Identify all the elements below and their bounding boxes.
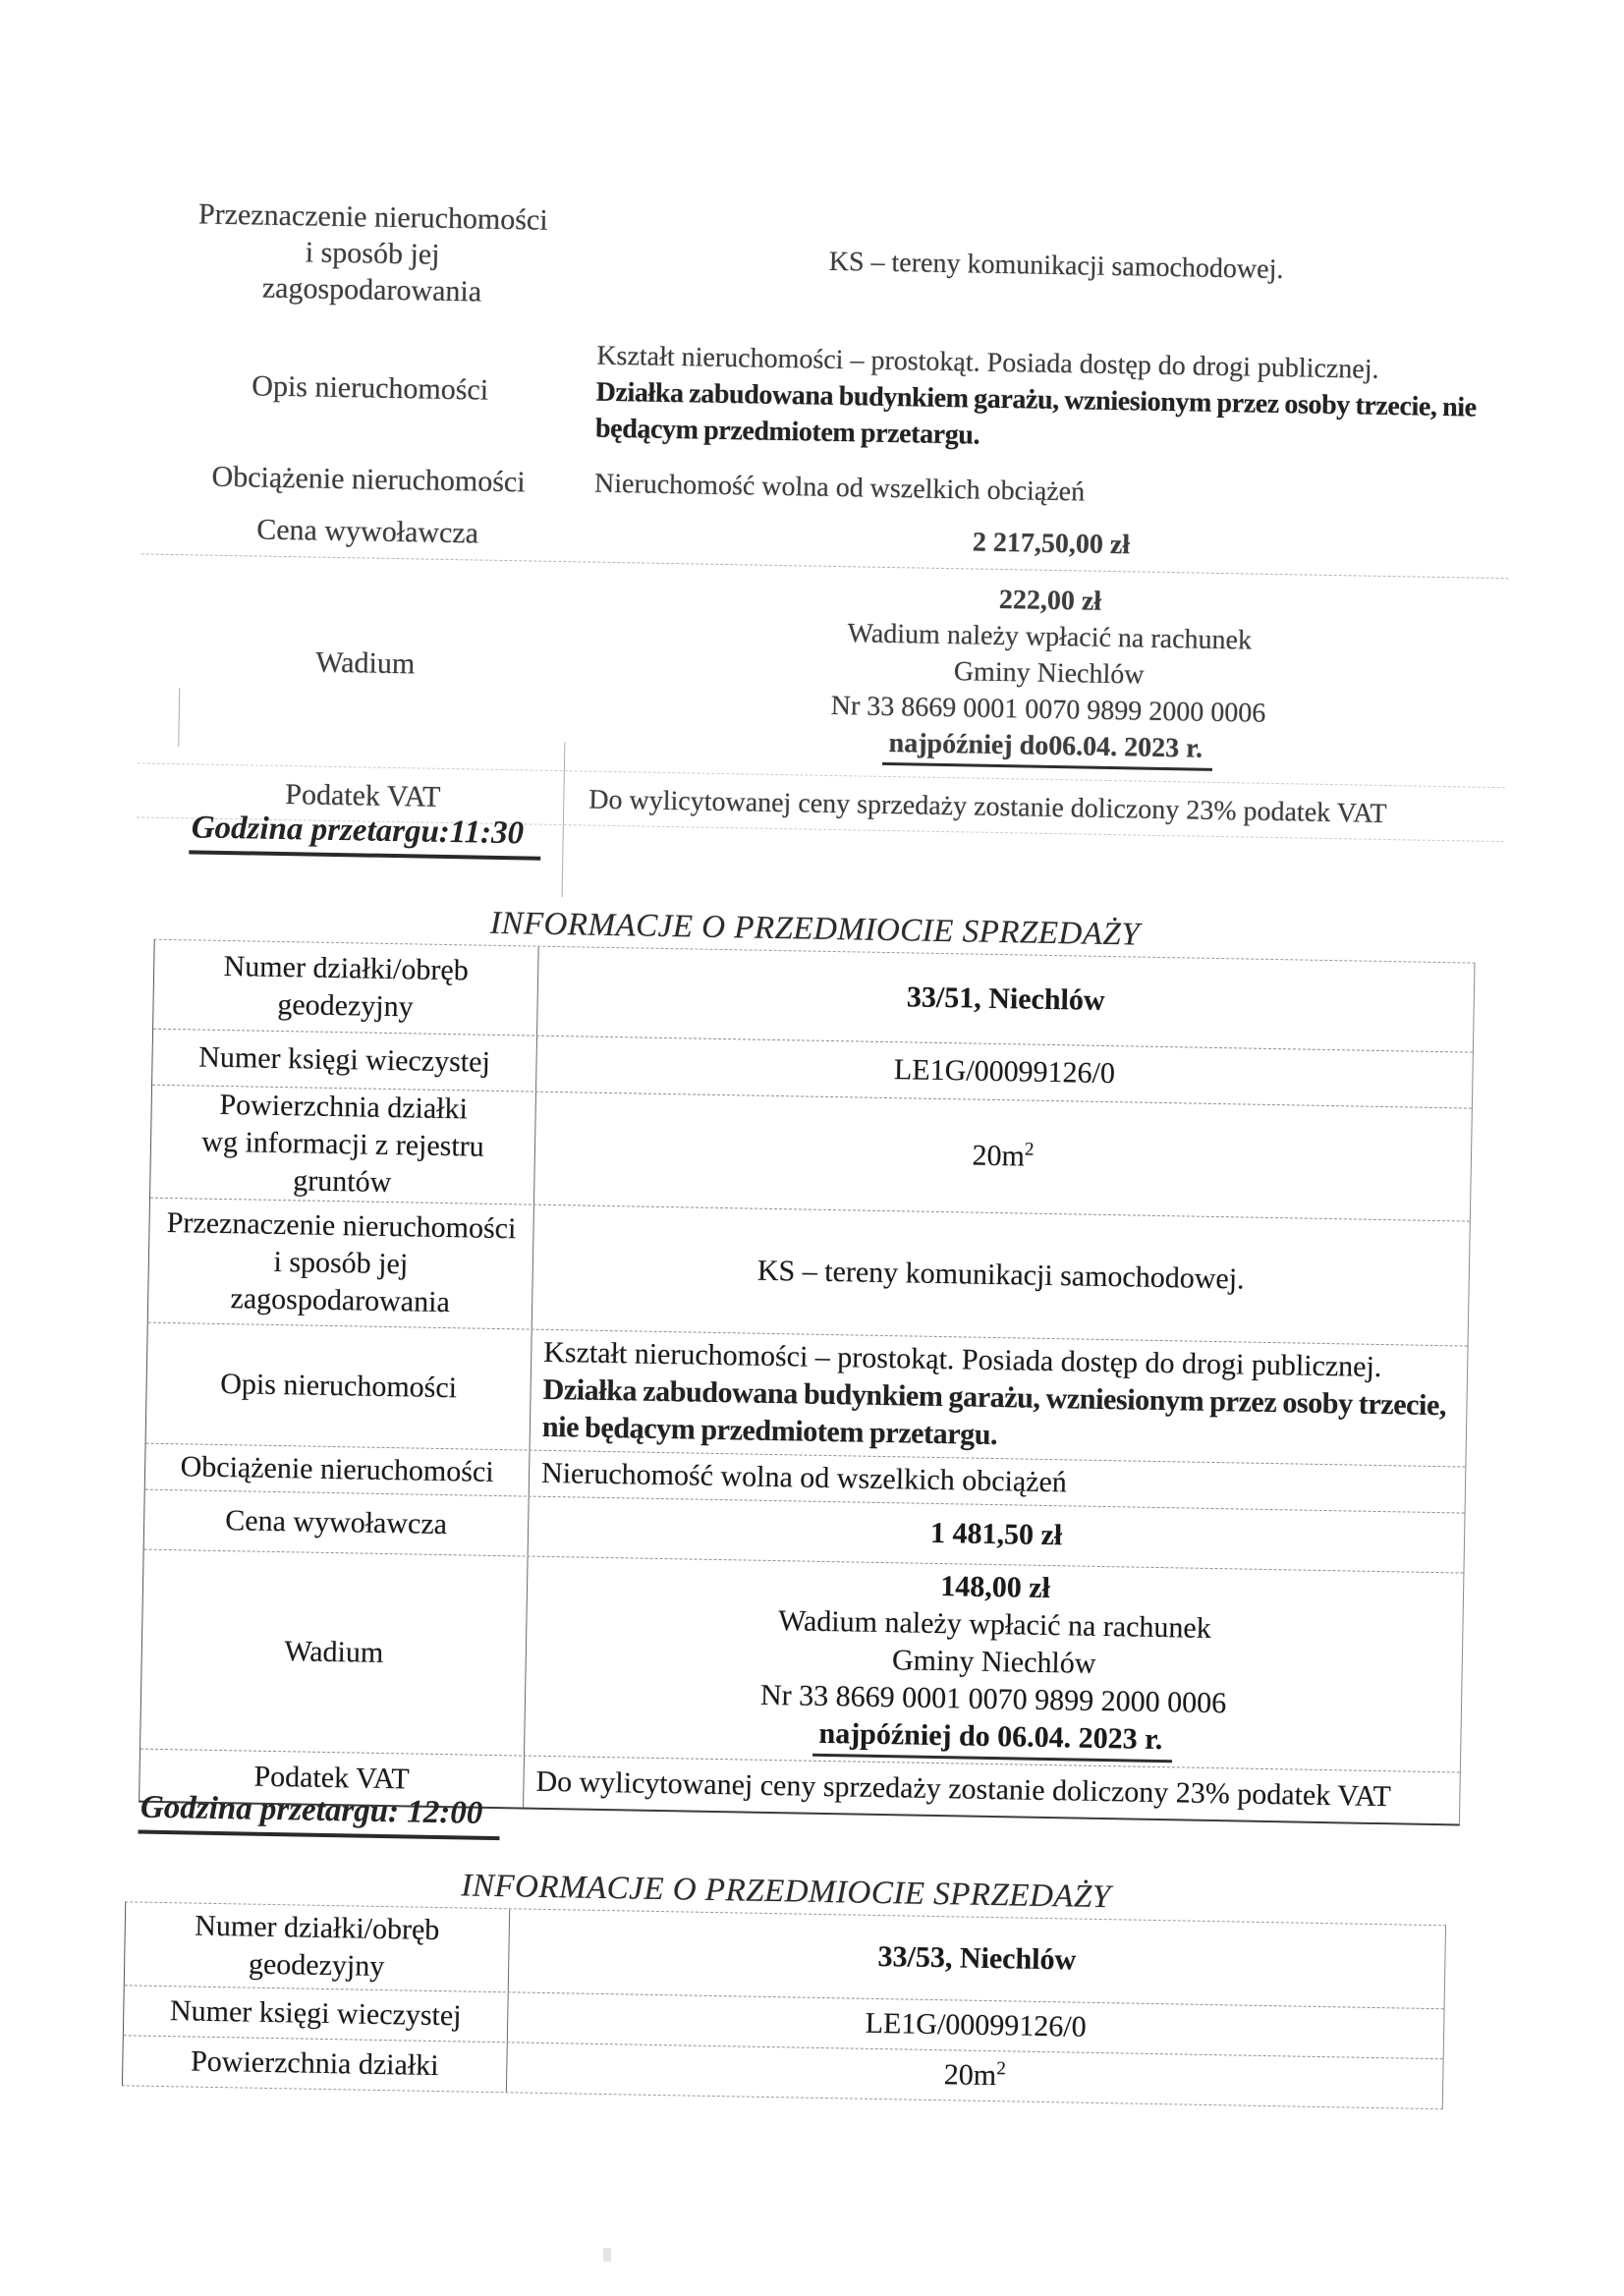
auction-time-1-text: Godzina przetargu:11:30 [189, 810, 541, 860]
row-label: Opis nieruchomości [252, 368, 489, 407]
row-label: Podatek VAT [140, 1750, 525, 1808]
row-value [532, 1205, 1470, 1346]
row-label: Powierzchnia działki [123, 2036, 508, 2092]
encumbrance-value: Nieruchomość wolna od wszelkich obciążeń [593, 468, 1086, 507]
description-line-2: Działka zabudowana budynkiem garażu, wzniesionym przez osoby trzecie, nie będącym przedmiotem przetargu. [541, 1372, 1447, 1452]
row-value [595, 334, 1513, 467]
info-table-1 [139, 900, 1476, 1826]
row-value [525, 1557, 1463, 1772]
row-label: Przeznaczenie nieruchomości i sposób jej zagospodarowania [148, 1199, 534, 1329]
row-label: Cena wywoławcza [144, 1490, 530, 1556]
row-label: Wadium [140, 1550, 529, 1756]
deposit-line-2: Gminy Niechlów [891, 1644, 1096, 1680]
info-table-2 [122, 1862, 1447, 2109]
row-label: Numer księgi wieczystej [152, 1030, 537, 1092]
deposit-deadline-wrap [812, 1715, 1172, 1764]
row-value [509, 1909, 1445, 2008]
row-label: Wadium [315, 645, 416, 680]
row-label: Cena wywoławcza [255, 513, 479, 550]
summary-row-purpose [145, 194, 1515, 328]
row-purpose [148, 1199, 1470, 1347]
description-line-1: Kształt nieruchomości – prostokąt. Posiada dostęp do drogi publicznej. [543, 1335, 1382, 1384]
summary-row-deposit [138, 556, 1508, 785]
deposit-line-3: Nr 33 8669 0001 0070 9899 2000 0006 [759, 1678, 1227, 1720]
row-value [534, 1092, 1472, 1221]
table [122, 1901, 1446, 2109]
scan-speck-artifact [603, 2248, 611, 2262]
vat-value: Do wylicytowanej ceny sprzedaży zostanie doliczony 23% podatek VAT [588, 784, 1387, 829]
table [139, 939, 1475, 1826]
row-label: Powierzchnia działki wg informacji z rejestru gruntów [150, 1086, 536, 1204]
deposit-line-1: Wadium należy wpłacić na rachunek [777, 1604, 1212, 1645]
starting-price-value: 2 217,50,00 zł [972, 526, 1131, 560]
area-superscript: 2 [1024, 1139, 1035, 1160]
auction-time-2 [139, 1790, 501, 1841]
deposit-line-2: Gminy Niechlów [953, 655, 1145, 691]
deposit-amount: 148,00 zł [939, 1570, 1051, 1605]
deposit-line-1: Wadium należy wpłacić na rachunek [847, 617, 1253, 656]
area-superscript: 2 [996, 2058, 1006, 2080]
row-description [146, 1323, 1468, 1468]
vat-value: Do wylicytowanej ceny sprzedaży zostanie doliczony 23% podatek VAT [535, 1764, 1391, 1814]
plot-number-value: 33/51, Niechlów [906, 980, 1105, 1017]
row-value [589, 565, 1509, 786]
plot-number-value: 33/53, Niechlów [877, 1939, 1077, 1977]
row-label: Przeznaczenie nieruchomości i sposób jej zagospodarowania [197, 196, 548, 308]
purpose-value: KS – tereny komunikacji samochodowej. [756, 1254, 1245, 1296]
deposit-line-3: Nr 33 8669 0001 0070 9899 2000 0006 [830, 690, 1266, 729]
starting-price-value: 1 481,50 zł [929, 1516, 1063, 1552]
deposit-deadline: najpóźniej do 06.04. 2023 r. [812, 1715, 1172, 1764]
row-label: Opis nieruchomości [146, 1323, 532, 1450]
table-title: INFORMACJE O PRZEDMIOCIE SPRZEDAŻY [489, 905, 1141, 953]
description-line-2: Działka zabudowana budynkiem garażu, wzniesionym przez osoby trzecie, nie będącym przedmiotem przetargu. [594, 376, 1477, 451]
land-register-value: LE1G/00099126/0 [893, 1053, 1116, 1091]
area-value: $20m^2$ [972, 1139, 1035, 1173]
row-value [531, 1330, 1468, 1467]
row-label: Numer księgi wieczystej [124, 1986, 509, 2042]
row-value [597, 202, 1515, 329]
row-deposit [140, 1550, 1463, 1773]
area-value: $20m^2$ [943, 2058, 1006, 2093]
summary-row-description [143, 325, 1513, 466]
row-label: Podatek VAT [285, 777, 441, 813]
deposit-amount: 222,00 zł [998, 584, 1102, 617]
auction-time-2-text: Godzina przetargu: 12:00 [139, 1790, 501, 1841]
property-summary-section [137, 194, 1515, 844]
row-value [537, 947, 1474, 1052]
row-label: Obciążenie nieruchomości [145, 1444, 531, 1496]
purpose-value: KS – tereny komunikacji samochodowej. [828, 246, 1284, 285]
row-label: Numer działki/obręb geodezyjny [125, 1902, 510, 1991]
deposit-deadline: najpóźniej do06.04. 2023 r. [882, 724, 1212, 770]
row-label: Numer działki/obręb geodezyjny [153, 940, 539, 1036]
description-line-1: Kształt nieruchomości – prostokąt. Posiada dostęp do drogi publicznej. [596, 340, 1379, 385]
land-register-value: LE1G/00099126/0 [865, 2006, 1087, 2044]
table-title: INFORMACJE O PRZEDMIOCIE SPRZEDAŻY [461, 1868, 1112, 1916]
encumbrance-value: Nieruchomość wolna od wszelkich obciążeń [540, 1456, 1068, 1499]
auction-time-1 [189, 810, 541, 860]
row-label: Obciążenie nieruchomości [211, 460, 526, 498]
